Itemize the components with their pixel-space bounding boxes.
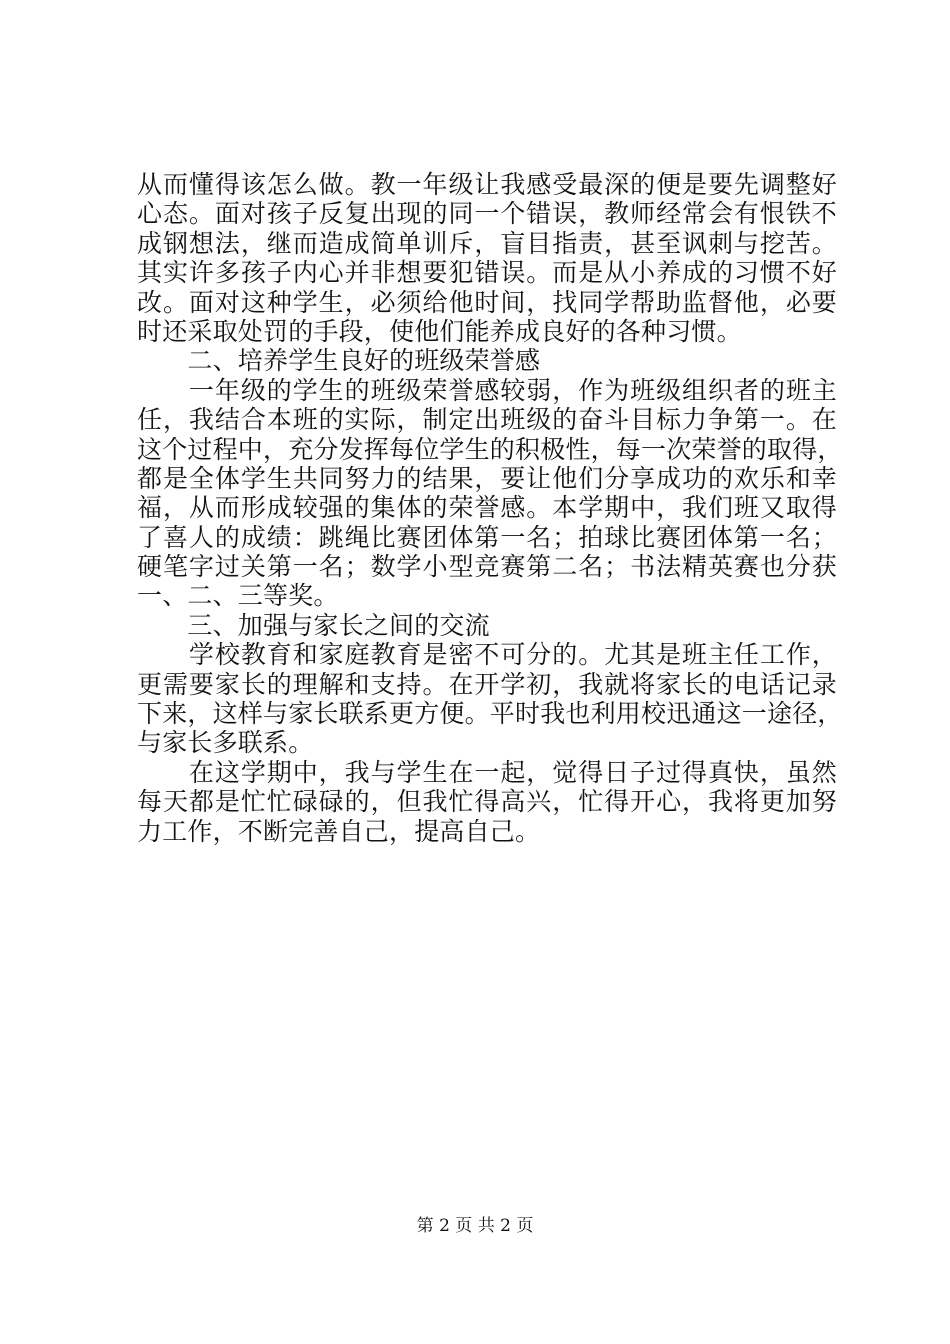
text-line: 心态。面对孩子反复出现的同一个错误，教师经常会有恨铁不 <box>137 199 837 229</box>
text-line: 与家长多联系。 <box>137 728 314 758</box>
text-line: 福，从而形成较强的集体的荣誉感。本学期中，我们班又取得 <box>137 493 837 523</box>
text-line: 每天都是忙忙碌碌的，但我忙得高兴，忙得开心，我将更加努 <box>137 787 837 817</box>
text-line: 任，我结合本班的实际，制定出班级的奋斗目标力争第一。在 <box>137 405 837 435</box>
text-line: 硬笔字过关第一名；数学小型竞赛第二名；书法精英赛也分获 <box>137 552 837 582</box>
text-line: 时还采取处罚的手段，使他们能养成良好的各种习惯。 <box>137 316 742 346</box>
text-line: 了喜人的成绩：跳绳比赛团体第一名；拍球比赛团体第一名； <box>137 522 837 552</box>
page-number-footer: 第 2 页 共 2 页 <box>416 1216 534 1236</box>
text-line: 一年级的学生的班级荣誉感较弱，作为班级组织者的班主 <box>137 375 837 405</box>
text-line: 成钢想法，继而造成简单训斥，盲目指责，甚至讽刺与挖苦。 <box>137 228 837 258</box>
text-line: 更需要家长的理解和支持。在开学初，我就将家长的电话记录 <box>137 669 837 699</box>
text-line: 都是全体学生共同努力的结果，要让他们分享成功的欢乐和幸 <box>137 463 837 493</box>
text-line: 从而懂得该怎么做。教一年级让我感受最深的便是要先调整好 <box>137 170 837 199</box>
text-line: 下来，这样与家长联系更方便。平时我也利用校迅通这一途径， <box>137 699 843 729</box>
text-line: 其实许多孩子内心并非想要犯错误。而是从小养成的习惯不好 <box>137 258 837 288</box>
text-line: 这个过程中，充分发挥每位学生的积极性，每一次荣誉的取得， <box>137 434 843 464</box>
text-line: 一、二、三等奖。 <box>137 581 339 611</box>
section-heading: 二、培养学生良好的班级荣誉感 <box>137 346 541 376</box>
body-text <box>137 170 843 846</box>
text-line: 改。面对这种学生，必须给他时间，找同学帮助监督他，必要 <box>137 287 837 317</box>
section-heading: 三、加强与家长之间的交流 <box>137 610 490 640</box>
text-line: 在这学期中，我与学生在一起，觉得日子过得真快，虽然 <box>137 757 837 787</box>
text-line: 学校教育和家庭教育是密不可分的。尤其是班主任工作， <box>137 640 837 670</box>
text-line: 力工作，不断完善自己，提高自己。 <box>137 816 541 846</box>
